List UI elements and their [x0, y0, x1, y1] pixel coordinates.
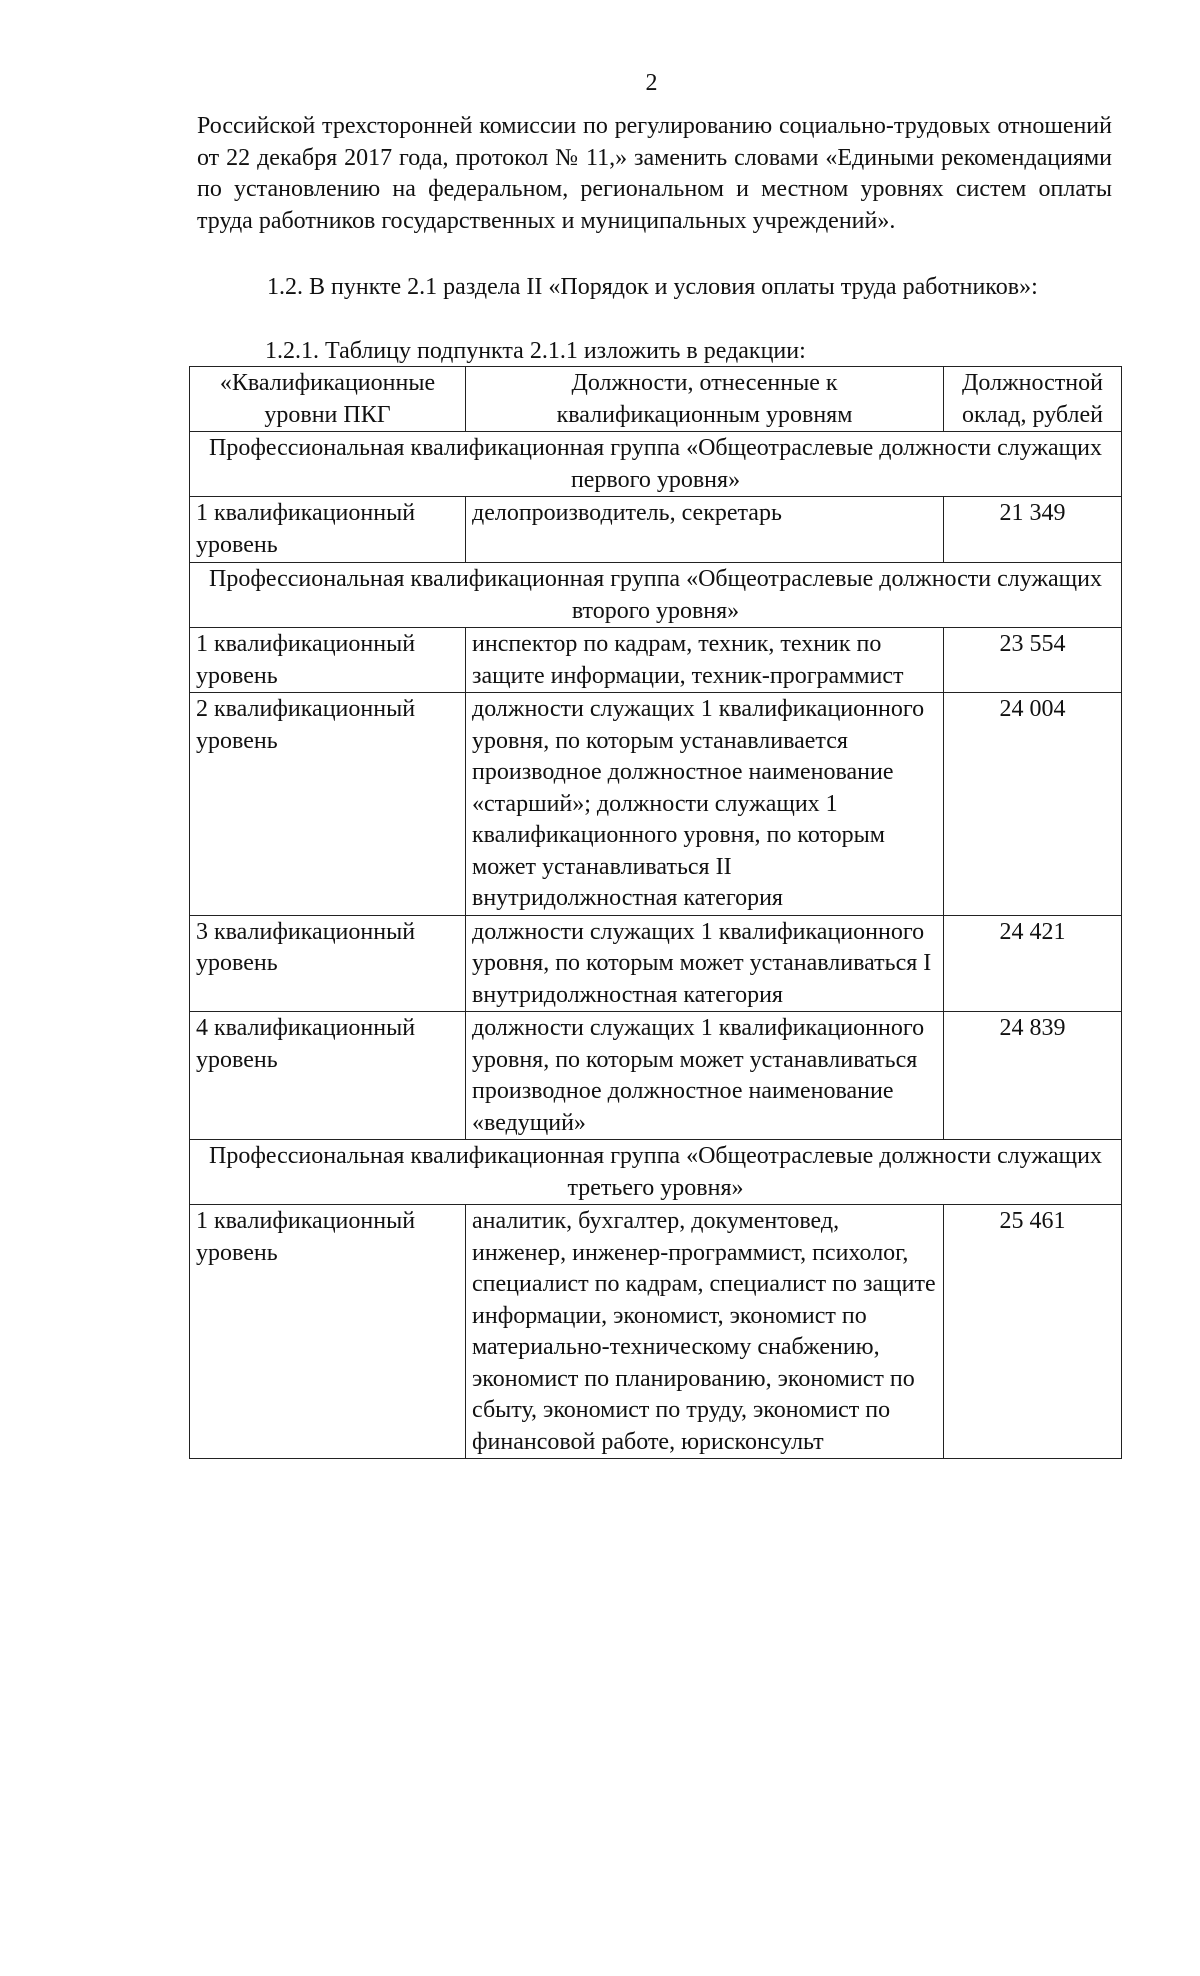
level-cell: 2 квалификационный уровень	[190, 693, 466, 916]
group-title: Профессиональная квалификационная группа «Общеотраслевые должности служащих третьего уровня»	[190, 1140, 1122, 1205]
header-salary: Должностной оклад, рублей	[944, 367, 1122, 432]
paragraph-item-1-2-1: 1.2.1. Таблицу подпункта 2.1.1 изложить в редакции:	[265, 338, 806, 364]
level-cell: 3 квалификационный уровень	[190, 915, 466, 1012]
paragraph-item-1-2: 1.2. В пункте 2.1 раздела II «Порядок и условия оплаты труда работников»:	[267, 274, 1038, 300]
group-header-row	[190, 563, 1122, 628]
level-cell: 4 квалификационный уровень	[190, 1012, 466, 1140]
level-cell: 1 квалификационный уровень	[190, 1205, 466, 1459]
group-header-row	[190, 1140, 1122, 1205]
salary-cell: 24 421	[944, 915, 1122, 1012]
positions-cell: должности служащих 1 квалификационного уровня, по которым устанавливается производное должностное наименование «старший»; должности служащих 1 квалификационного уровня, по которым может устанавливаться II внутридолжностная категория	[466, 693, 944, 916]
level-cell: 1 квалификационный уровень	[190, 497, 466, 563]
table-row	[190, 693, 1122, 916]
salary-cell: 25 461	[944, 1205, 1122, 1459]
level-cell: 1 квалификационный уровень	[190, 628, 466, 693]
table-row	[190, 915, 1122, 1012]
positions-cell: инспектор по кадрам, техник, техник по защите информации, техник-программист	[466, 628, 944, 693]
table-row	[190, 628, 1122, 693]
salary-cell: 24 839	[944, 1012, 1122, 1140]
positions-cell: аналитик, бухгалтер, документовед, инженер, инженер-программист, психолог, специалист по кадрам, специалист по защите информации, экономист, экономист по материально-техническому снабжению, экономист по планированию, экономист по сбыту, экономист по труду, экономист по финансовой работе, юрисконсульт	[466, 1205, 944, 1459]
table-row	[190, 497, 1122, 563]
salary-table	[189, 366, 1122, 1459]
group-title: Профессиональная квалификационная группа «Общеотраслевые должности служащих второго уровня»	[190, 563, 1122, 628]
paragraph-intro: Российской трехсторонней комиссии по регулированию социально-трудовых отношений от 22 декабря 2017 года, протокол № 11,» заменить словами «Едиными рекомендациями по установлению на федеральном, региональном и местном уровнях систем оплаты труда работников государственных и муниципальных учреждений».	[197, 113, 1112, 234]
table-row	[190, 1205, 1122, 1459]
positions-cell: делопроизводитель, секретарь	[466, 497, 944, 563]
page-number: 2	[645, 70, 658, 96]
salary-cell: 23 554	[944, 628, 1122, 693]
table-header-row	[190, 367, 1122, 432]
group-header-row	[190, 432, 1122, 497]
group-title: Профессиональная квалификационная группа «Общеотраслевые должности служащих первого уровня»	[190, 432, 1122, 497]
table-row	[190, 1012, 1122, 1140]
positions-cell: должности служащих 1 квалификационного уровня, по которым может устанавливаться I внутридолжностная категория	[466, 915, 944, 1012]
header-levels: «Квалификационные уровни ПКГ	[190, 367, 466, 432]
positions-cell: должности служащих 1 квалификационного уровня, по которым может устанавливаться производное должностное наименование «ведущий»	[466, 1012, 944, 1140]
header-positions: Должности, отнесенные к квалификационным уровням	[466, 367, 944, 432]
salary-cell: 21 349	[944, 497, 1122, 563]
salary-cell: 24 004	[944, 693, 1122, 916]
